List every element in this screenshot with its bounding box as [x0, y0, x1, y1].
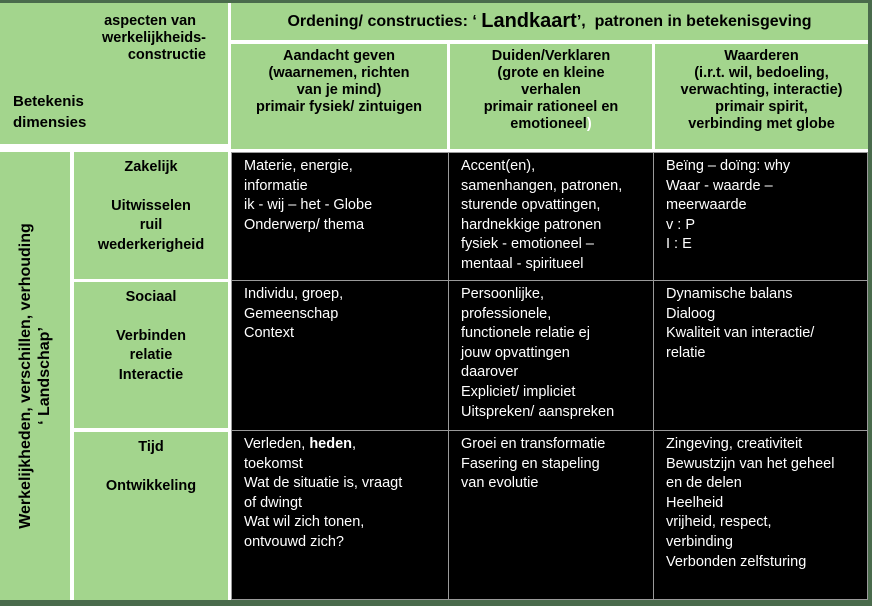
cell-zakelijk-interpret: Accent(en), samenhangen, patronen, sturende opvattingen, hardnekkige patronen fysiek - emotioneel – mentaal - spiritueel	[448, 152, 654, 281]
landscape-side-label-cell	[0, 152, 70, 600]
row-header-sociaal: Sociaal Verbinden relatie Interactie	[74, 282, 228, 428]
cell-zakelijk-value: Beïng – doïng: why Waar - waarde – meerwaarde v : P I : E	[653, 152, 868, 281]
landkaart-table	[0, 3, 868, 600]
dimensions-label: Betekenis dimensies	[13, 93, 87, 131]
title-prefix: Ordening/ constructies: ‘	[287, 12, 482, 30]
cell-sociaal-value: Dynamische balans Dialoog Kwaliteit van interactie/ relatie	[653, 280, 868, 431]
column-header-attention: Aandacht geven (waarnemen, richten van je mind) primair fysiek/ zintuigen	[231, 44, 447, 149]
title-highlight: Landkaart	[481, 10, 577, 32]
column-header-value: Waarderen (i.r.t. wil, bedoeling, verwachting, interactie) primair spirit, verbinding met globe	[655, 44, 868, 149]
cell-tijd-interpret: Groei en transformatie Fasering en stapeling van evolutie	[448, 430, 654, 600]
cell-sociaal-attention: Individu, groep, Gemeenschap Context	[231, 280, 449, 431]
cell-tijd-attention: Verleden, heden, toekomst Wat de situatie is, vraagt of dwingt Wat wil zich tonen, ontvouwd zich?	[231, 430, 449, 600]
corner-header-cell	[0, 3, 228, 144]
emphasis-heden: heden	[309, 436, 353, 452]
map-title-cell	[231, 3, 868, 40]
landscape-side-label: Werkelijkheden, verschillen, verhouding ‘ Landschap’	[17, 223, 53, 529]
cell-tijd-value: Zingeving, creativiteit Bewustzijn van het geheel en de delen Heelheid vrijheid, respect, verbinding Verbonden zelfsturing	[653, 430, 868, 600]
title-suffix: ’, patronen in betekenisgeving	[576, 12, 812, 30]
cell-zakelijk-attention: Materie, energie, informatie ik - wij – het - Globe Onderwerp/ thema	[231, 152, 449, 281]
aspects-label: aspecten van werkelijkheids- constructie	[102, 13, 206, 63]
row-header-zakelijk: Zakelijk Uitwisselen ruil wederkerigheid	[74, 152, 228, 279]
cell-sociaal-interpret: Persoonlijke, professionele, functionele relatie ej jouw opvattingen daarover Expliciet/ impliciet Uitspreken/ aanspreken	[448, 280, 654, 431]
row-header-tijd: Tijd Ontwikkeling	[74, 432, 228, 600]
column-header-interpret: Duiden/Verklaren (grote en kleine verhalen primair rationeel en emotioneel)	[450, 44, 652, 149]
